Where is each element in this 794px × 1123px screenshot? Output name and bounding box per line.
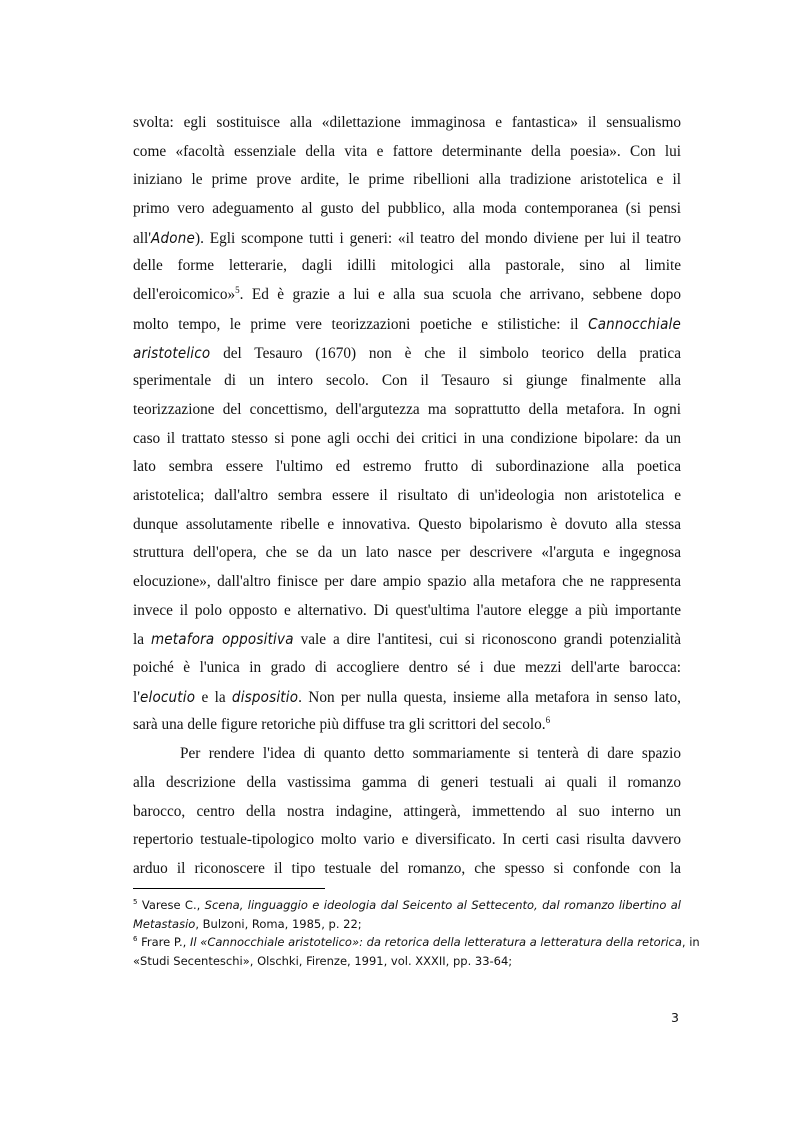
text-line: teorizzazione del concettismo, dell'argutezza ma soprattutto della metafora. In ogni — [133, 400, 681, 418]
text-line: arduo il riconoscere il tipo testuale del romanzo, che spesso si confonde con la — [133, 859, 681, 877]
text-line: invece il polo opposto e alternativo. Di quest'ultima l'autore elegge a più importante — [133, 601, 681, 619]
text-line: aristotelica; dall'altro sembra essere il risultato di un'ideologia non aristotelica e — [133, 486, 681, 504]
text-line: la metafora oppositiva vale a dire l'antitesi, cui si riconoscono grandi potenzialità — [133, 630, 681, 649]
text-line: sarà una delle figure retoriche più diffuse tra gli scrittori del secolo.$^6$ — [133, 715, 551, 734]
text-line: dunque assolutamente ribelle e innovativa. Questo bipolarismo è dovuto alla stessa — [133, 515, 681, 533]
text-line: elocuzione», dall'altro finisce per dare ampio spazio alla metafora che ne rappresenta — [133, 573, 681, 590]
italic-title-adone: Adone — [151, 228, 195, 247]
footnote-5: $^5$ Varese C., Scena, linguaggio e ideologia dal Seicento al Settecento, dal romanzo libertino al — [133, 898, 682, 912]
footnote-ref-6: 6 — [545, 715, 551, 726]
text-line: come «facoltà essenziale della vita e fattore determinante della poesia». Con lui — [133, 142, 681, 160]
text-line: Per rendere l'idea di quanto detto sommariamente si tenterà di dare spazio — [180, 745, 681, 763]
text-line: delle forme letterarie, dagli idilli mitologici alla pastorale, sino al limite — [133, 257, 681, 275]
footnote-number: 5 — [133, 898, 138, 907]
text-line: primo vero adeguamento al gusto del pubblico, alla moda contemporanea (si pensi — [133, 200, 681, 218]
text-line: aristotelico del Tesauro (1670) non è che il simbolo teorico della pratica — [133, 343, 681, 362]
text-line: alla descrizione della vastissima gamma di generi testuali ai quali il romanzo — [133, 773, 681, 791]
text-line: repertorio testuale-tipologico molto vario e diversificato. In certi casi risulta davvero — [133, 831, 681, 849]
text-line: struttura dell'opera, che se da un lato nasce per descrivere «l'arguta e ingegnosa — [133, 544, 681, 562]
text-line: caso il trattato stesso si pone agli occhi dei critici in una condizione bipolare: da un — [133, 429, 681, 447]
footnote-5-cont: Metastasio, Bulzoni, Roma, 1985, p. 22; — [133, 916, 362, 931]
text-line: dell'eroicomico»$^5$. Ed è grazie a lui e alla sua scuola che arrivano, sebbene dopo — [133, 285, 681, 304]
footnote-separator — [133, 888, 325, 889]
footnote-6-cont: «Studi Secenteschi», Olschki, Firenze, 1991, vol. XXXII, pp. 33-64; — [133, 953, 513, 968]
italic-title-aristotelico: aristotelico — [133, 343, 211, 362]
text-line: poiché è l'unica in grado di accogliere dentro sé i due mezzi dell'arte barocca: — [133, 659, 681, 677]
text-line: all'Adone). Egli scompone tutti i generi: «il teatro del mondo diviene per lui il teatro — [133, 228, 681, 247]
italic-term-elocutio: elocutio — [140, 687, 196, 706]
text-line: sperimentale di un intero secolo. Con il Tesauro si giunge finalmente alla — [133, 372, 681, 390]
footnotes — [133, 896, 700, 970]
text-line: svolta: egli sostituisce alla «dilettazione immaginosa e fantastica» il sensualismo — [133, 114, 681, 131]
text-line: barocco, centro della nostra indagine, attingerà, immettendo al suo interno un — [133, 802, 681, 820]
main-text — [133, 109, 681, 884]
italic-title-cannocchiale: Cannocchiale — [588, 314, 681, 333]
text-line: molto tempo, le prime vere teorizzazioni poetiche e stilistiche: il Cannocchiale — [133, 314, 681, 333]
footnote-number: 6 — [133, 935, 138, 944]
italic-term-metafora-oppositiva: metafora oppositiva — [150, 630, 294, 649]
text-line: iniziano le prime prove ardite, le prime ribellioni alla tradizione aristotelica e il — [133, 171, 681, 189]
footnote-6: $^6$ Frare P., Il «Cannocchiale aristotelico»: da retorica della letteratura a letteratura della retorica, in — [133, 935, 700, 949]
text-line: lato sembra essere l'ultimo ed estremo frutto di subordinazione alla poetica — [133, 458, 681, 476]
page-number: 3 — [671, 1010, 679, 1025]
footnote-ref-5: 5 — [235, 285, 240, 296]
text-line: l'elocutio e la dispositio. Non per nulla questa, insieme alla metafora in senso lato, — [133, 687, 681, 706]
italic-term-dispositio: dispositio — [231, 687, 299, 706]
